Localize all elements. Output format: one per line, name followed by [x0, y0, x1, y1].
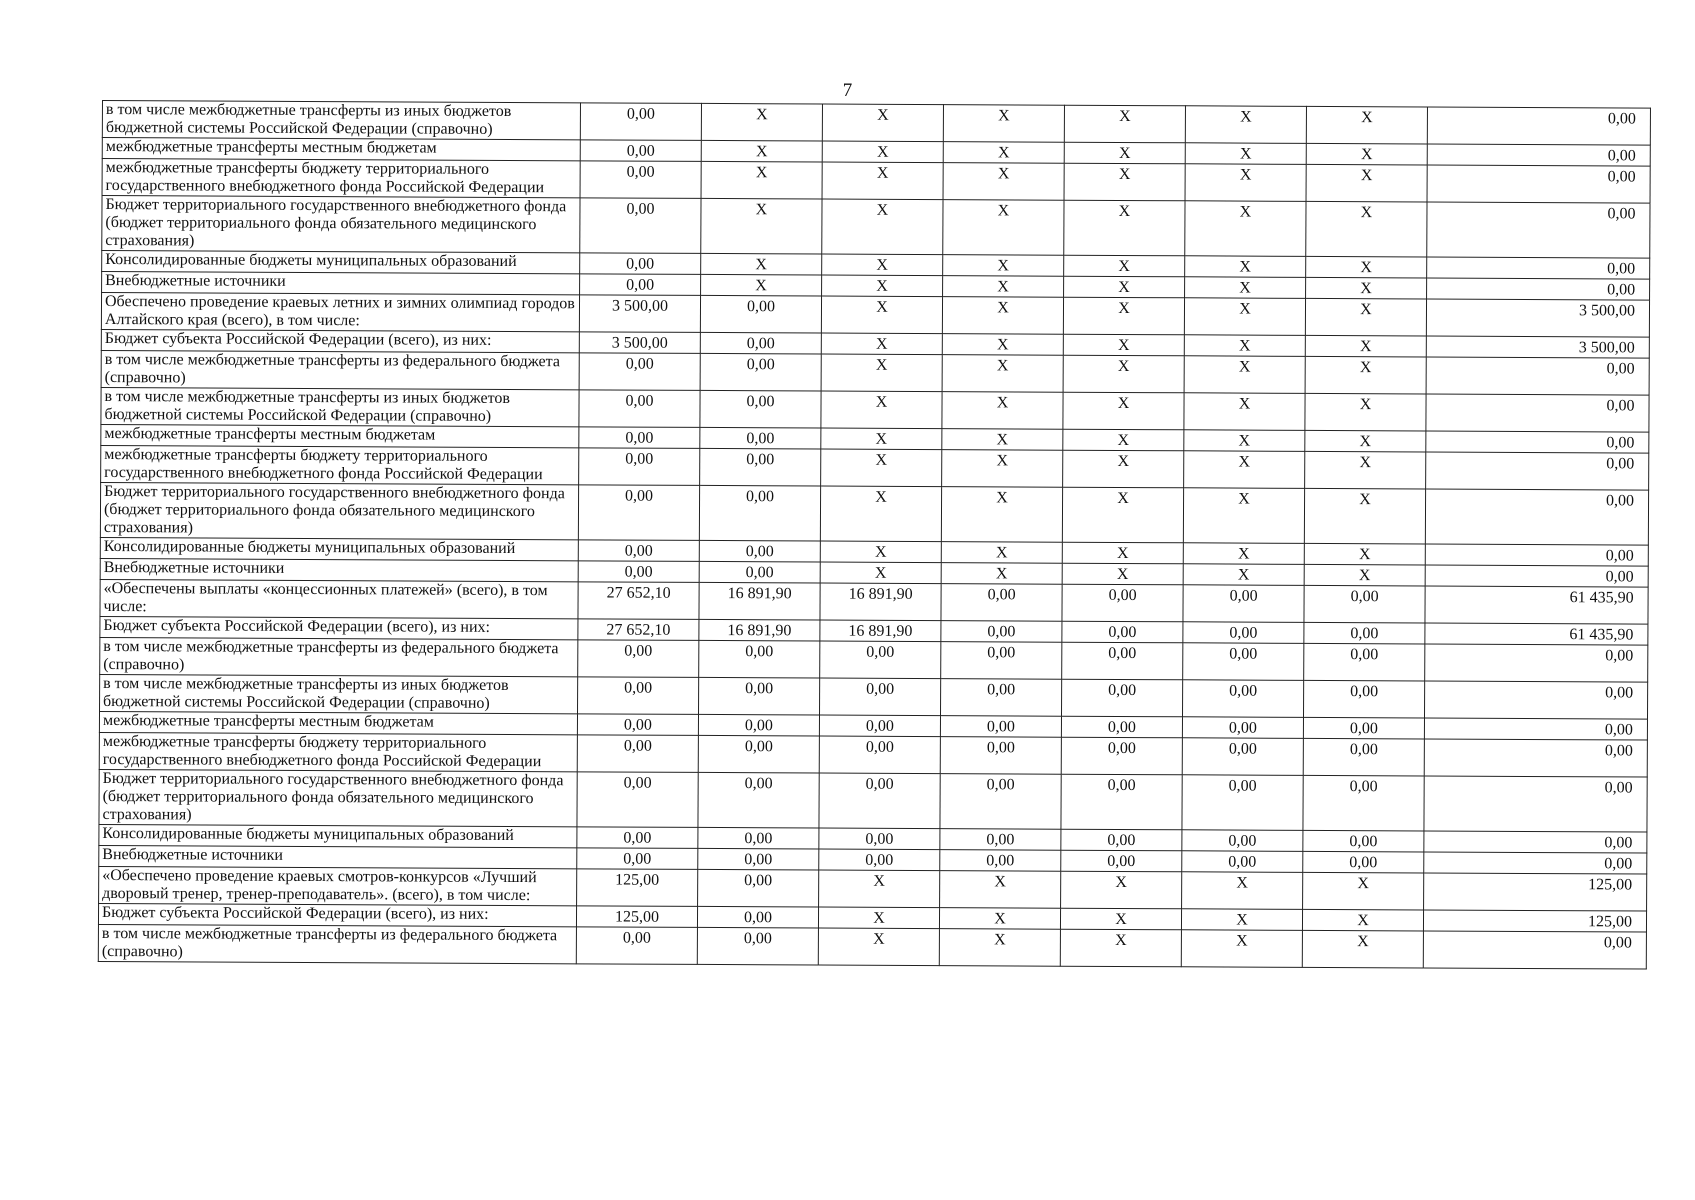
row-label: Бюджет субъекта Российской Федерации (всего), из них:	[98, 903, 576, 926]
value-cell: X	[943, 200, 1064, 256]
value-cell: 0,00	[941, 621, 1062, 643]
value-cell: X	[1304, 564, 1425, 586]
value-cell: 0,00	[1427, 165, 1650, 203]
value-cell: 0,00	[577, 735, 698, 773]
value-cell: 0,00	[1303, 680, 1424, 718]
value-cell: 125,00	[576, 906, 697, 928]
value-cell: 16 891,90	[699, 582, 820, 620]
value-cell: X	[821, 296, 942, 334]
value-cell: X	[1306, 164, 1427, 202]
value-cell: 0,00	[578, 677, 699, 715]
value-cell: 0,00	[576, 927, 697, 965]
value-cell: X	[1060, 929, 1181, 967]
table-row	[102, 196, 1650, 259]
value-cell: 0,00	[940, 850, 1061, 872]
row-label: межбюджетные трансферты местным бюджетам	[99, 711, 577, 734]
table-row	[100, 482, 1648, 545]
value-cell: X	[943, 276, 1064, 298]
value-cell: X	[1304, 488, 1425, 544]
value-cell: X	[1064, 163, 1185, 201]
value-cell: X	[943, 142, 1064, 164]
value-cell: 27 652,10	[578, 619, 699, 641]
value-cell: 0,00	[940, 716, 1061, 738]
row-label: Внебюджетные источники	[99, 845, 577, 868]
value-cell: X	[1306, 201, 1427, 257]
value-cell: 0,00	[578, 485, 699, 541]
value-cell: 0,00	[699, 640, 820, 678]
row-label: в том числе межбюджетные трансферты из иных бюджетов бюджетной системы Российской Федерации (справочно)	[100, 674, 578, 713]
value-cell: X	[1184, 451, 1305, 489]
value-cell: 0,00	[820, 641, 941, 679]
value-cell: 0,00	[819, 736, 940, 774]
value-cell: 0,00	[819, 715, 940, 737]
value-cell: 0,00	[1061, 829, 1182, 851]
value-cell: X	[820, 486, 941, 542]
value-cell: X	[1063, 392, 1184, 430]
value-cell: 0,00	[1303, 775, 1424, 831]
value-cell: 0,00	[580, 198, 701, 254]
value-cell: 0,00	[579, 427, 700, 449]
value-cell: 0,00	[1425, 565, 1648, 587]
value-cell: 0,00	[577, 848, 698, 870]
value-cell: X	[942, 334, 1063, 356]
value-cell: X	[1064, 276, 1185, 298]
value-cell: 0,00	[1303, 717, 1424, 739]
value-cell: 125,00	[577, 869, 698, 907]
row-label: Бюджет субъекта Российской Федерации (всего), из них:	[101, 329, 579, 352]
value-cell: 16 891,90	[820, 620, 941, 642]
value-cell: 0,00	[1426, 431, 1649, 453]
value-cell: 0,00	[698, 869, 819, 907]
value-cell: X	[701, 161, 822, 199]
value-cell: 0,00	[1424, 831, 1647, 853]
value-cell: X	[1306, 256, 1427, 278]
value-cell: 0,00	[1182, 717, 1303, 739]
value-cell: X	[942, 392, 1063, 430]
value-cell: 0,00	[1183, 643, 1304, 681]
value-cell: X	[1183, 488, 1304, 544]
value-cell: 0,00	[1182, 738, 1303, 776]
value-cell: 0,00	[700, 353, 821, 391]
value-cell: X	[1305, 451, 1426, 489]
row-label: в том числе межбюджетные трансферты из федерального бюджета (справочно)	[100, 637, 578, 676]
value-cell: 0,00	[699, 540, 820, 562]
value-cell: 0,00	[579, 390, 700, 428]
value-cell: 0,00	[1062, 584, 1183, 622]
value-cell: X	[1181, 909, 1302, 931]
value-cell: X	[1063, 334, 1184, 356]
value-cell: X	[1185, 106, 1306, 144]
value-cell: X	[1062, 487, 1183, 543]
row-label: Внебюджетные источники	[100, 558, 578, 581]
row-label: «Обеспечено проведение краевых смотров-конкурсов «Лучший дворовый тренер, тренер-преподаватель». (всего), в том числе:	[99, 866, 577, 905]
value-cell: X	[822, 141, 943, 163]
value-cell: 27 652,10	[578, 582, 699, 620]
value-cell: X	[1305, 430, 1426, 452]
value-cell: 61 435,90	[1425, 586, 1648, 624]
value-cell: X	[701, 274, 822, 296]
value-cell: 61 435,90	[1425, 623, 1648, 645]
row-label: межбюджетные трансферты местным бюджетам	[102, 138, 580, 161]
value-cell: 0,00	[698, 714, 819, 736]
value-cell: X	[942, 450, 1063, 488]
value-cell: 0,00	[578, 561, 699, 583]
value-cell: 0,00	[1424, 852, 1647, 874]
row-label: в том числе межбюджетные трансферты из федерального бюджета (справочно)	[101, 350, 579, 389]
value-cell: X	[1183, 564, 1304, 586]
table-body	[98, 101, 1650, 970]
value-cell: 0,00	[1425, 489, 1648, 545]
value-cell: X	[1306, 106, 1427, 144]
value-cell: 0,00	[941, 584, 1062, 622]
row-label: межбюджетные трансферты бюджету территориального государственного внебюджетного фонда Российской Федерации	[102, 159, 580, 198]
row-label: в том числе межбюджетные трансферты из федерального бюджета (справочно)	[98, 924, 576, 963]
value-cell: 0,00	[580, 140, 701, 162]
table-row	[98, 924, 1646, 969]
value-cell: X	[701, 198, 822, 254]
value-cell: 0,00	[697, 927, 818, 965]
value-cell: X	[1305, 298, 1426, 336]
value-cell: 0,00	[1061, 737, 1182, 775]
value-cell: X	[1185, 256, 1306, 278]
value-cell: X	[1305, 335, 1426, 357]
value-cell: 0,00	[579, 448, 700, 486]
value-cell: X	[1060, 908, 1181, 930]
value-cell: X	[942, 297, 1063, 335]
value-cell: 16 891,90	[820, 583, 941, 621]
value-cell: X	[1062, 563, 1183, 585]
value-cell: X	[1063, 355, 1184, 393]
value-cell: 0,00	[1183, 585, 1304, 623]
value-cell: 0,00	[1304, 622, 1425, 644]
value-cell: 0,00	[1303, 830, 1424, 852]
value-cell: 0,00	[1424, 681, 1647, 719]
row-label: Бюджет территориального государственного внебюджетного фонда (бюджет территориального фонда обязательного медицинского страхования)	[99, 769, 577, 826]
value-cell: 0,00	[1061, 850, 1182, 872]
value-cell: 0,00	[580, 274, 701, 296]
value-cell: 0,00	[1182, 851, 1303, 873]
value-cell: 0,00	[577, 714, 698, 736]
value-cell: 0,00	[699, 485, 820, 541]
value-cell: 0,00	[1427, 257, 1650, 279]
value-cell: 0,00	[699, 561, 820, 583]
value-cell: X	[941, 487, 1062, 543]
value-cell: 0,00	[819, 828, 940, 850]
value-cell: X	[943, 255, 1064, 277]
value-cell: X	[1181, 930, 1302, 968]
value-cell: X	[1184, 356, 1305, 394]
value-cell: 0,00	[580, 253, 701, 275]
value-cell: 0,00	[1427, 144, 1650, 166]
value-cell: X	[939, 929, 1060, 967]
value-cell: X	[1305, 356, 1426, 394]
value-cell: 0,00	[1303, 851, 1424, 873]
value-cell: X	[1304, 543, 1425, 565]
row-label: Консолидированные бюджеты муниципальных образований	[102, 251, 580, 274]
value-cell: 0,00	[1424, 718, 1647, 740]
value-cell: 0,00	[1062, 679, 1183, 717]
value-cell: X	[1185, 201, 1306, 257]
value-cell: 0,00	[1427, 278, 1650, 300]
value-cell: X	[1306, 143, 1427, 165]
value-cell: 0,00	[577, 827, 698, 849]
value-cell: X	[701, 140, 822, 162]
value-cell: 0,00	[1426, 452, 1649, 490]
value-cell: 0,00	[700, 390, 821, 428]
value-cell: X	[1185, 164, 1306, 202]
value-cell: 0,00	[1425, 644, 1648, 682]
value-cell: 0,00	[698, 735, 819, 773]
value-cell: X	[822, 104, 943, 142]
value-cell: X	[819, 870, 940, 908]
value-cell: 0,00	[698, 848, 819, 870]
value-cell: 0,00	[1304, 585, 1425, 623]
value-cell: X	[701, 253, 822, 275]
value-cell: 0,00	[700, 295, 821, 333]
value-cell: 0,00	[820, 678, 941, 716]
row-label: Бюджет территориального государственного внебюджетного фонда (бюджет территориального фонда обязательного медицинского страхования)	[100, 482, 578, 539]
value-cell: 3 500,00	[1426, 336, 1649, 358]
value-cell: X	[1063, 297, 1184, 335]
value-cell: 0,00	[1426, 394, 1649, 432]
value-cell: X	[1182, 872, 1303, 910]
value-cell: 0,00	[940, 774, 1061, 830]
value-cell: X	[943, 163, 1064, 201]
value-cell: X	[1305, 393, 1426, 431]
value-cell: X	[821, 354, 942, 392]
value-cell: 0,00	[698, 827, 819, 849]
value-cell: 0,00	[940, 737, 1061, 775]
row-label: межбюджетные трансферты бюджету территориального государственного внебюджетного фонда Российской Федерации	[101, 445, 579, 484]
table-row	[99, 769, 1647, 832]
value-cell: X	[941, 563, 1062, 585]
row-label: Внебюджетные источники	[102, 272, 580, 295]
value-cell: X	[822, 254, 943, 276]
value-cell: X	[1185, 277, 1306, 299]
value-cell: 0,00	[700, 427, 821, 449]
value-cell: 0,00	[1427, 107, 1650, 145]
value-cell: X	[821, 428, 942, 450]
value-cell: X	[821, 333, 942, 355]
value-cell: X	[942, 429, 1063, 451]
value-cell: X	[1183, 543, 1304, 565]
row-label: межбюджетные трансферты местным бюджетам	[101, 424, 579, 447]
value-cell: 0,00	[1062, 642, 1183, 680]
value-cell: X	[1184, 393, 1305, 431]
value-cell: X	[1061, 871, 1182, 909]
value-cell: X	[1064, 200, 1185, 256]
value-cell: 0,00	[1427, 202, 1650, 258]
value-cell: 0,00	[819, 773, 940, 829]
value-cell: X	[941, 542, 1062, 564]
value-cell: 0,00	[1183, 622, 1304, 644]
value-cell: 0,00	[1182, 775, 1303, 831]
value-cell: 0,00	[1426, 357, 1649, 395]
value-cell: 3 500,00	[1426, 299, 1649, 337]
row-label: Консолидированные бюджеты муниципальных образований	[100, 537, 578, 560]
value-cell: X	[1064, 105, 1185, 143]
value-cell: 0,00	[700, 332, 821, 354]
value-cell: X	[1063, 429, 1184, 451]
value-cell: X	[940, 871, 1061, 909]
row-label: межбюджетные трансферты бюджету территориального государственного внебюджетного фонда Российской Федерации	[99, 732, 577, 771]
value-cell: X	[943, 105, 1064, 143]
value-cell: 0,00	[1182, 680, 1303, 718]
value-cell: 0,00	[1424, 776, 1647, 832]
value-cell: 3 500,00	[579, 295, 700, 333]
value-cell: X	[1184, 430, 1305, 452]
value-cell: 0,00	[700, 448, 821, 486]
value-cell: 0,00	[699, 677, 820, 715]
value-cell: 125,00	[1423, 910, 1646, 932]
value-cell: X	[822, 275, 943, 297]
value-cell: X	[820, 541, 941, 563]
value-cell: 0,00	[1424, 739, 1647, 777]
row-label: Бюджет субъекта Российской Федерации (всего), из них:	[100, 616, 578, 639]
budget-table	[98, 100, 1651, 970]
value-cell: X	[1184, 298, 1305, 336]
value-cell: X	[821, 391, 942, 429]
value-cell: X	[822, 199, 943, 255]
row-label: Консолидированные бюджеты муниципальных образований	[99, 824, 577, 847]
value-cell: 3 500,00	[579, 332, 700, 354]
value-cell: 0,00	[580, 161, 701, 199]
value-cell: 0,00	[1423, 931, 1646, 969]
value-cell: X	[820, 562, 941, 584]
value-cell: 125,00	[1424, 873, 1647, 911]
value-cell: 0,00	[1061, 716, 1182, 738]
value-cell: 0,00	[819, 849, 940, 871]
value-cell: 16 891,90	[699, 619, 820, 641]
value-cell: 0,00	[941, 679, 1062, 717]
value-cell: X	[701, 103, 822, 141]
value-cell: X	[1063, 450, 1184, 488]
row-label: Обеспечено проведение краевых летних и зимних олимпиад городов Алтайского края (всего), в том числе:	[101, 293, 579, 332]
value-cell: X	[1064, 255, 1185, 277]
value-cell: X	[1306, 277, 1427, 299]
value-cell: 0,00	[578, 640, 699, 678]
value-cell: 0,00	[698, 772, 819, 828]
value-cell: X	[1302, 909, 1423, 931]
value-cell: 0,00	[1303, 738, 1424, 776]
page-number: 7	[842, 80, 853, 101]
value-cell: X	[1184, 335, 1305, 357]
value-cell: 0,00	[1304, 643, 1425, 681]
value-cell: 0,00	[941, 642, 1062, 680]
value-cell: X	[818, 928, 939, 966]
value-cell: 0,00	[578, 540, 699, 562]
value-cell: 0,00	[1425, 544, 1648, 566]
value-cell: X	[821, 449, 942, 487]
value-cell: X	[942, 355, 1063, 393]
value-cell: 0,00	[1062, 621, 1183, 643]
value-cell: 0,00	[577, 772, 698, 828]
value-cell: X	[818, 907, 939, 929]
row-label: «Обеспечены выплаты «концессионных платежей» (всего), в том числе:	[100, 579, 578, 618]
value-cell: X	[1064, 142, 1185, 164]
value-cell: 0,00	[1182, 830, 1303, 852]
value-cell: X	[1303, 872, 1424, 910]
row-label: Бюджет территориального государственного внебюджетного фонда (бюджет территориального фонда обязательного медицинского страхования)	[102, 196, 580, 253]
value-cell: 0,00	[1061, 774, 1182, 830]
value-cell: 0,00	[579, 353, 700, 391]
value-cell: X	[1185, 143, 1306, 165]
value-cell: X	[822, 162, 943, 200]
value-cell: X	[1062, 542, 1183, 564]
row-label: в том числе межбюджетные трансферты из иных бюджетов бюджетной системы Российской Федерации (справочно)	[101, 387, 579, 426]
value-cell: 0,00	[697, 906, 818, 928]
row-label: в том числе межбюджетные трансферты из иных бюджетов бюджетной системы Российской Федерации (справочно)	[102, 101, 580, 140]
value-cell: 0,00	[940, 829, 1061, 851]
value-cell: X	[1302, 930, 1423, 968]
value-cell: X	[939, 908, 1060, 930]
value-cell: 0,00	[580, 103, 701, 141]
